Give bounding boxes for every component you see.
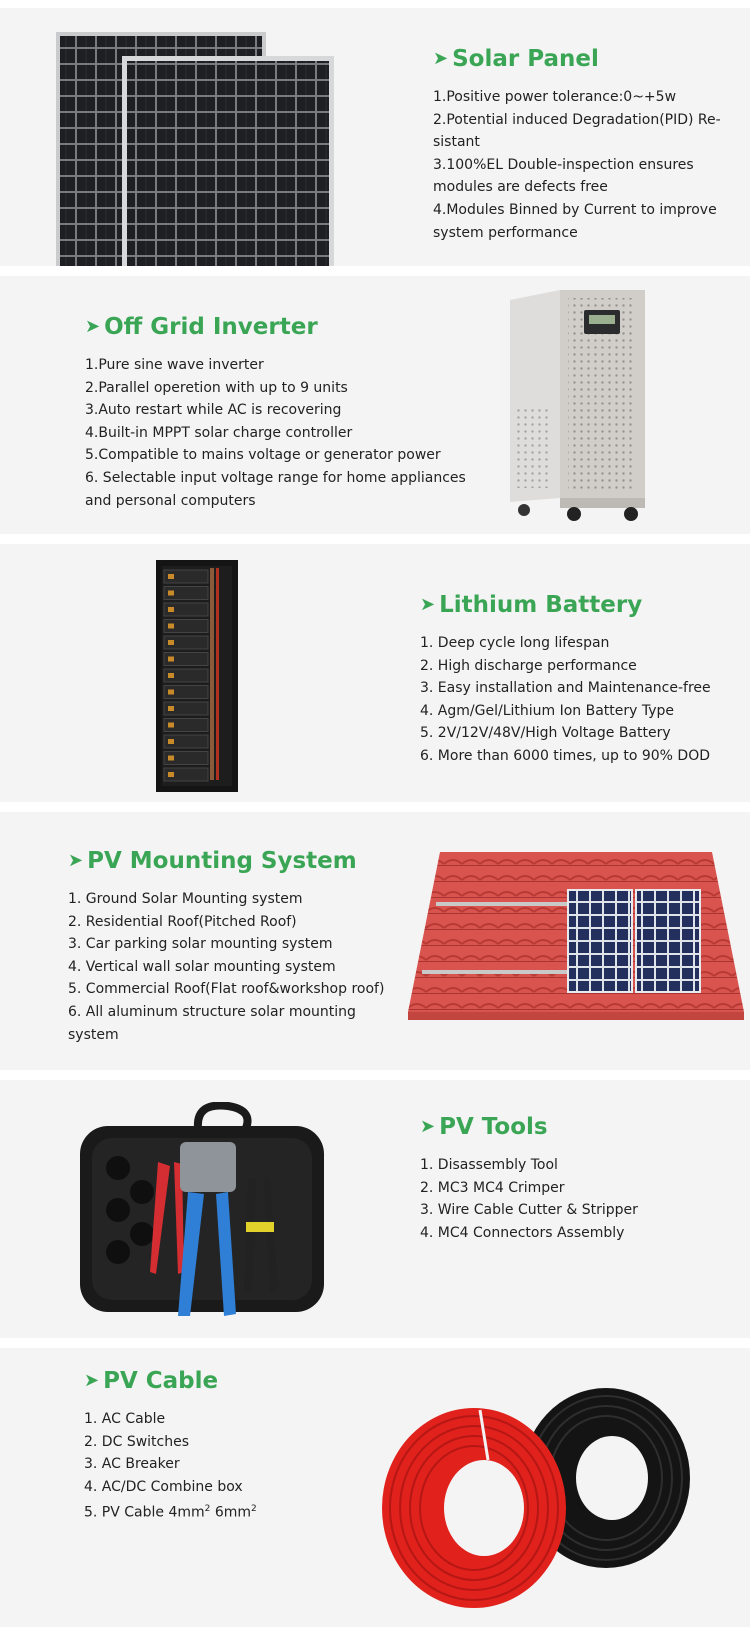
battery-rack-icon bbox=[152, 558, 242, 794]
inverter-cabinet-icon bbox=[508, 288, 686, 528]
list-item: 4.Modules Binned by Current to improve bbox=[433, 201, 717, 218]
list-item: 5. PV Cable $4mm^2$ $6mm^2$ bbox=[84, 1504, 257, 1522]
feature-list bbox=[420, 632, 711, 768]
list-item: 1.Positive power tolerance:0~+5w bbox=[433, 89, 677, 105]
roof-mounting-icon bbox=[408, 850, 746, 1030]
list-item: 1. Deep cycle long lifespan bbox=[420, 635, 610, 651]
section-pv-mounting-system bbox=[0, 812, 750, 1070]
list-item: 2. MC3 MC4 Crimper bbox=[420, 1179, 565, 1196]
section-title: ➤ PV Cable bbox=[84, 1368, 219, 1394]
solar-panel-text bbox=[433, 46, 721, 244]
feature-list bbox=[420, 1154, 638, 1244]
list-item: 4. MC4 Connectors Assembly bbox=[420, 1224, 625, 1241]
list-item: 1. AC Cable bbox=[84, 1411, 166, 1427]
section-title: ➤ Solar Panel bbox=[433, 46, 599, 72]
feature-list bbox=[84, 1408, 257, 1525]
arrow-right-icon: ➤ bbox=[84, 1370, 100, 1391]
battery-text bbox=[420, 592, 711, 768]
mounting-text bbox=[68, 848, 384, 1046]
section-title: ➤ Off Grid Inverter bbox=[85, 314, 318, 340]
section-lithium-battery bbox=[0, 544, 750, 802]
list-item: modules are defects free bbox=[433, 179, 608, 196]
tool-kit-icon bbox=[78, 1102, 328, 1318]
section-title: ➤ Lithium Battery bbox=[420, 592, 643, 618]
list-item: 5.Compatible to mains voltage or generator power bbox=[85, 447, 441, 464]
list-item: 4.Built-in MPPT solar charge controller bbox=[85, 424, 353, 441]
solar-panel-icon bbox=[56, 32, 341, 266]
cable-text bbox=[84, 1368, 257, 1525]
list-item: system performance bbox=[433, 224, 578, 241]
list-item: 6. More than 6000 times, up to 90% DOD bbox=[420, 747, 710, 764]
list-item: 6. All aluminum structure solar mounting bbox=[68, 1003, 356, 1020]
inverter-text bbox=[85, 314, 466, 512]
list-item: 3.Auto restart while AC is recovering bbox=[85, 402, 342, 419]
list-item: 3. AC Breaker bbox=[84, 1456, 180, 1473]
list-item: 2. Residential Roof(Pitched Roof) bbox=[68, 913, 297, 930]
list-item: 4. AC/DC Combine box bbox=[84, 1478, 243, 1495]
list-item: 3. Car parking solar mounting system bbox=[68, 936, 333, 953]
list-item: 1. Ground Solar Mounting system bbox=[68, 891, 303, 907]
list-item: sistant bbox=[433, 134, 480, 151]
section-pv-cable bbox=[0, 1348, 750, 1627]
list-item: 5. 2V/12V/48V/High Voltage Battery bbox=[420, 725, 671, 742]
list-item: 3. Wire Cable Cutter & Stripper bbox=[420, 1202, 638, 1219]
list-item: 1.Pure sine wave inverter bbox=[85, 357, 264, 373]
list-item: 2.Parallel operetion with up to 9 units bbox=[85, 379, 348, 396]
section-pv-tools bbox=[0, 1080, 750, 1338]
list-item: 3. Easy installation and Maintenance-free bbox=[420, 680, 711, 697]
list-item: 4. Agm/Gel/Lithium Ion Battery Type bbox=[420, 702, 675, 719]
cable-coils-icon bbox=[380, 1368, 692, 1616]
list-item: system bbox=[68, 1026, 119, 1043]
arrow-right-icon: ➤ bbox=[68, 850, 84, 871]
arrow-right-icon: ➤ bbox=[420, 1116, 436, 1137]
list-item: and personal computers bbox=[85, 492, 256, 509]
list-item: 2. DC Switches bbox=[84, 1433, 190, 1450]
list-item: 2. High discharge performance bbox=[420, 657, 637, 674]
section-title: ➤ PV Mounting System bbox=[68, 848, 357, 874]
arrow-right-icon: ➤ bbox=[420, 594, 436, 615]
list-item: 1. Disassembly Tool bbox=[420, 1157, 558, 1173]
list-item: 2.Potential induced Degradation(PID) Re- bbox=[433, 111, 721, 128]
tools-text bbox=[420, 1114, 638, 1244]
feature-list bbox=[85, 354, 466, 512]
feature-list bbox=[68, 888, 384, 1046]
feature-list bbox=[433, 86, 721, 244]
arrow-right-icon: ➤ bbox=[433, 48, 449, 69]
list-item: 3.100%EL Double-inspection ensures bbox=[433, 156, 694, 173]
list-item: 5. Commercial Roof(Flat roof&workshop roof) bbox=[68, 981, 385, 998]
list-item: 4. Vertical wall solar mounting system bbox=[68, 958, 336, 975]
section-title: ➤ PV Tools bbox=[420, 1114, 548, 1140]
list-item: 6. Selectable input voltage range for home appliances bbox=[85, 469, 466, 486]
arrow-right-icon: ➤ bbox=[85, 316, 101, 337]
section-solar-panel bbox=[0, 8, 750, 266]
section-off-grid-inverter bbox=[0, 276, 750, 534]
